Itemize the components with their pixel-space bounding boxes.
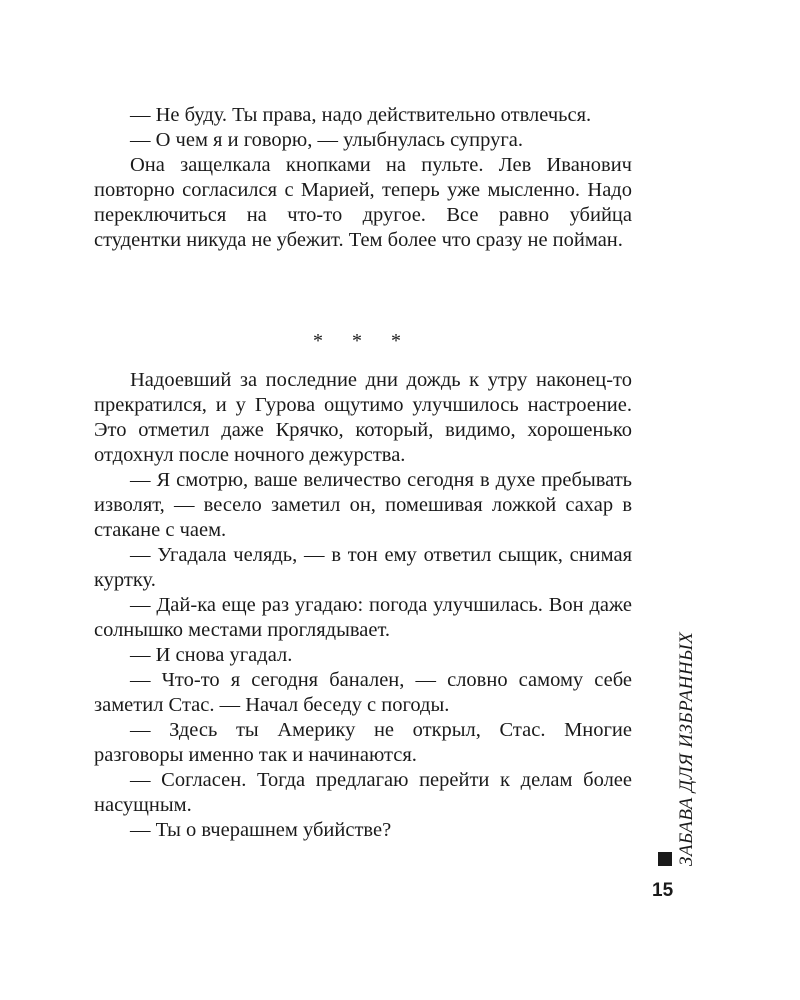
paragraph: — Здесь ты Америку не открыл, Стас. Многие разговоры именно так и начинаются. <box>94 719 632 766</box>
paragraph: Она защелкала кнопками на пульте. Лев Иванович повторно согласился с Марией, теперь уже мысленно. Надо переключиться на что-то другое. Все равно убийца студентки никуда не убежит. Тем более что сразу не пойман. <box>94 154 632 251</box>
text-section-before-break <box>94 103 632 253</box>
paragraph: — Я смотрю, ваше величество сегодня в духе пребывать изволят, — весело заметил он, помешивая ложкой сахар в стакане с чаем. <box>94 469 632 541</box>
paragraph: Надоевший за последние дни дождь к утру наконец-то прекратился, и у Гурова ощутимо улучшилось настроение. Это отметил даже Крячко, который, видимо, хорошенько отдохнул после ночного дежурства. <box>94 369 632 466</box>
text-section-after-break <box>94 368 632 843</box>
paragraph: — Согласен. Тогда предлагаю перейти к делам более насущным. <box>94 769 632 816</box>
square-marker-icon <box>658 852 672 866</box>
paragraph: — Дай-ка еще раз угадаю: погода улучшилась. Вон даже солнышко местами проглядывает. <box>94 594 632 641</box>
paragraph: — И снова угадал. <box>130 644 293 666</box>
running-title: ЗАБАВА ДЛЯ ИЗБРАННЫХ <box>676 631 697 866</box>
section-separator: * * * <box>313 330 413 352</box>
paragraph: — Ты о вчерашнем убийстве? <box>130 819 392 841</box>
paragraph: — Угадала челядь, — в тон ему ответил сыщик, снимая куртку. <box>94 544 632 591</box>
paragraph: — Что-то я сегодня банален, — словно самому себе заметил Стас. — Начал беседу с погоды. <box>94 669 632 716</box>
paragraph: — Не буду. Ты права, надо действительно отвлечься. <box>130 104 592 126</box>
page-number: 15 <box>652 880 674 901</box>
paragraph: — О чем я и говорю, — улыбнулась супруга. <box>130 129 524 151</box>
